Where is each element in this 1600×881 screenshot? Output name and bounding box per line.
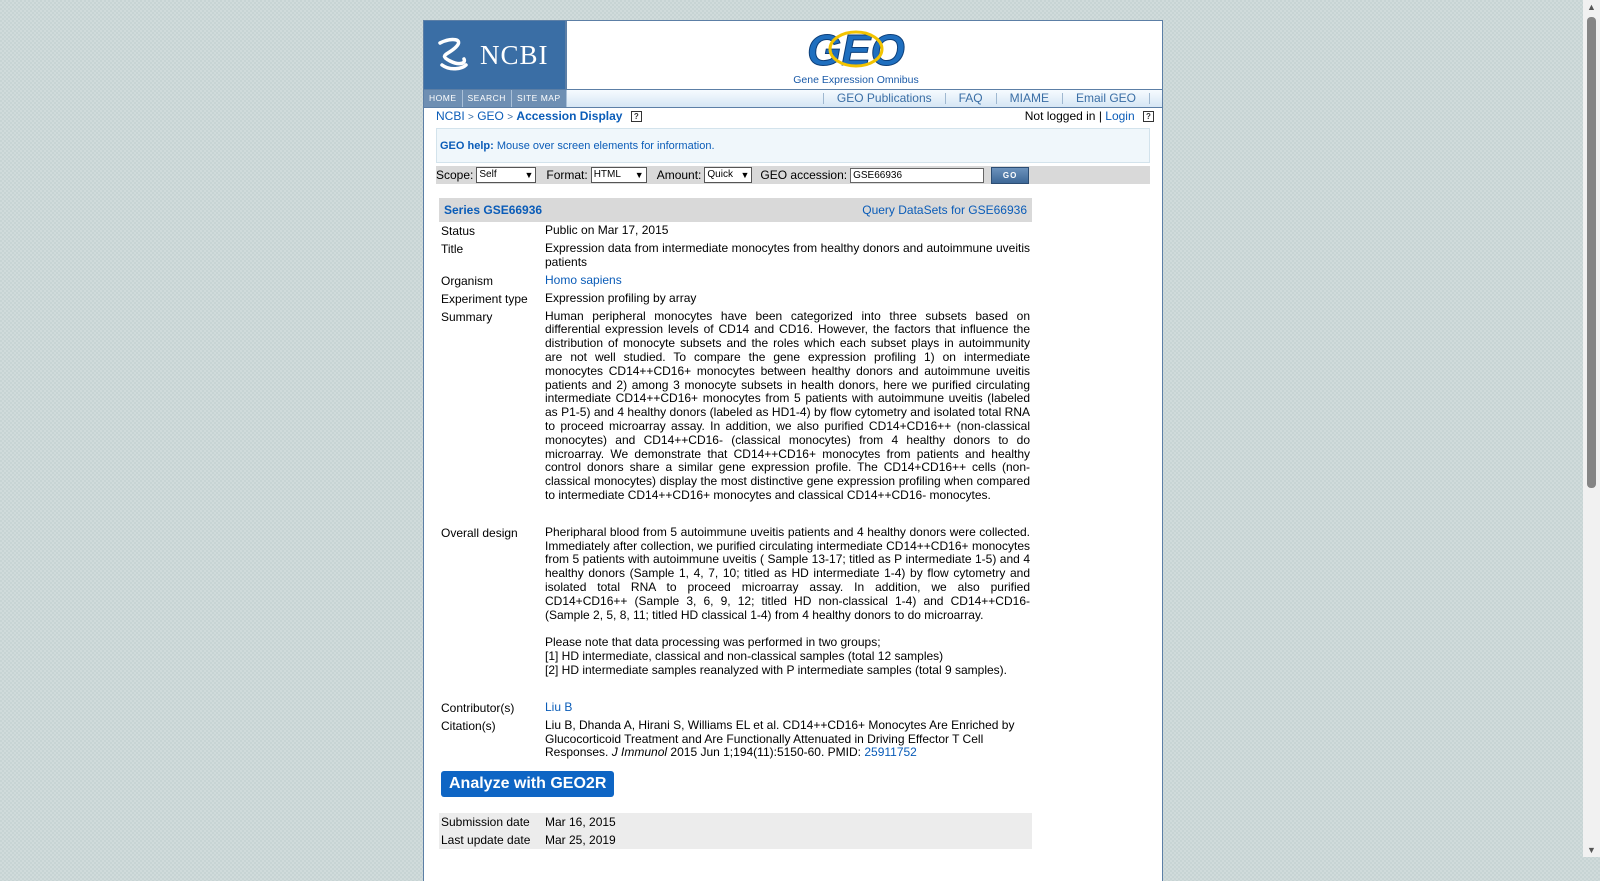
row-value: Mar 16, 2015 [543, 813, 1032, 831]
design-note: [1] HD intermediate, classical and non-classical samples (total 12 samples) [545, 649, 944, 664]
right-nav [823, 90, 1150, 107]
table-row [439, 525, 1032, 700]
nav-faq[interactable]: FAQ [945, 93, 996, 104]
format-select[interactable] [591, 167, 647, 183]
help-question-icon[interactable]: ? [1143, 111, 1154, 122]
citation [543, 718, 1032, 763]
nav-email-geo[interactable]: Email GEO [1062, 93, 1150, 104]
accession-label: GEO accession: [760, 168, 848, 182]
row-key: Title [441, 242, 464, 256]
chevron-down-icon: ▼ [634, 170, 644, 180]
row-value: Mar 25, 2019 [543, 831, 1032, 849]
chevron-down-icon: ▼ [740, 170, 750, 180]
design-note: [2] HD intermediate samples reanalyzed with P intermediate samples (total 9 samples). [545, 662, 1007, 677]
row-key: Summary [441, 309, 493, 324]
overall-design [543, 525, 1032, 700]
summary-text: Human peripheral monocytes have been categorized into three subsets based on differential expression levels of CD14 and CD16. However, the factors that influence the distribution of monocyte subsets and the roles which each subset plays in autoimmunity are not well studied. To compare the gene expression profiling 1) on intermediate monocytes CD14++CD16+ monocytes between healthy donors and autoimmune uveitis patients and 2) among 3 monocyte subsets in health donors, here we purified circulating intermediate CD14++CD16+ monocytes from 5 patients with autoimmune uveitis (labeled as P1-5) and 4 healthy donors (labeled as HD1-4) by flow cytometry and isolated total RNA to proceed microarray assay. In addition, we also purified CD14+CD16++ (non-classical monocytes) and CD14++CD16- (classical monocytes) from 4 healthy donors to do microarray. We demonstrate that CD14++CD16+ monocytes from patients and healthy control donors share a similar gene expression profile. The CD14+CD16++ cells (non-classical monocytes) display the most distinctive gene expression profiling when compared to intermediate CD14++CD16+ monocytes and classical CD14++CD16- monocytes. [545, 308, 1030, 502]
go-button[interactable]: GO [991, 167, 1029, 184]
scope-label: Scope: [436, 168, 474, 182]
amount-label: Amount: [656, 168, 702, 182]
table-row [439, 273, 1032, 291]
table-row [439, 291, 1032, 309]
table-row [439, 309, 1032, 525]
geo-logo-text: GEO [807, 27, 905, 71]
citation-journal: J Immunol [611, 745, 668, 760]
dates-table [439, 813, 1032, 849]
amount-select[interactable] [704, 167, 752, 183]
row-key: Overall design [441, 525, 518, 540]
row-value: Expression data from intermediate monocytes from healthy donors and autoimmune uveitis patients [545, 241, 1030, 269]
series-section [439, 198, 1032, 763]
contributor-link[interactable]: Liu B [545, 699, 573, 714]
display-controls [436, 166, 1150, 184]
row-value: Public on Mar 17, 2015 [545, 223, 669, 237]
breadcrumb-ncbi[interactable]: NCBI [436, 109, 465, 123]
login-status: Not logged in [1024, 109, 1096, 123]
help-question-icon[interactable]: ? [631, 111, 642, 122]
scope-select[interactable] [476, 167, 536, 183]
design-note: Please note that data processing was performed in two groups; [545, 635, 881, 650]
row-key: Citation(s) [441, 718, 496, 733]
nav-geo-publications[interactable]: GEO Publications [823, 93, 945, 104]
geo-help-box [436, 128, 1150, 163]
scroll-up-icon[interactable]: ▲ [1587, 2, 1596, 12]
series-header [439, 198, 1032, 222]
table-row [439, 831, 1032, 849]
scroll-thumb[interactable] [1587, 17, 1596, 488]
ncbi-helix-icon [436, 35, 470, 75]
table-row [439, 223, 1032, 241]
page-container [423, 20, 1163, 881]
breadcrumb [436, 109, 642, 123]
table-row [439, 241, 1032, 273]
series-title: Series GSE66936 [444, 203, 543, 217]
citation-text: Liu B, Dhanda A, Hirani S, Williams EL et al. CD14++CD16+ Monocytes Are Enriched by Glucocorticoid Treatment and Are Functionally Attenuated in Driving Effector T Cell Responses. [545, 717, 1015, 760]
nav-site-map[interactable]: SITE MAP [512, 90, 567, 107]
login-link[interactable]: Login [1105, 109, 1135, 123]
breadcrumb-separator: > [507, 112, 514, 123]
row-value: Expression profiling by array [545, 290, 697, 305]
geo-help-label: GEO help: [440, 140, 494, 152]
analyze-geo2r-button[interactable]: Analyze with GEO2R [441, 771, 614, 797]
geo-logo[interactable] [784, 27, 928, 87]
pmid-link[interactable]: 25911752 [864, 745, 917, 760]
row-key: Last update date [439, 831, 543, 849]
design-paragraph: Pheripharal blood from 5 autoimmune uveitis patients and 4 healthy donors were collected. Immediately after collection, we purified circulating intermediate CD14++CD16+ monocytes from 5 patients with autoimmune uveitis ( Sample 13-17; titled as P intermediate 1-5) and 4 healthy donors (Sample 1, 4, 7, 10; titled as HD intermediate 1-4) by flow cytometry and isolated total RNA to proceed microarray assay. In addition, we also purified CD14+CD16++ (Sample 3, 6, 9, 12; titled HD non-classical 1-4) and CD14++CD16- (Sample 2, 5, 8, 11; titled HD classical 1-4) from 4 healthy donors to do microarray. [545, 524, 1030, 622]
accession-input[interactable]: GSE66936 [850, 168, 984, 183]
table-row [439, 813, 1032, 831]
nav-bar [424, 89, 1162, 108]
left-nav [424, 90, 567, 107]
row-key: Organism [441, 273, 494, 288]
geo-logo-graphic [784, 27, 928, 71]
nav-search[interactable]: SEARCH [463, 90, 512, 107]
login-area [1025, 109, 1154, 123]
series-info-table [439, 223, 1032, 763]
ncbi-logo-text: NCBI [480, 39, 549, 70]
organism-link[interactable]: Homo sapiens [545, 272, 622, 287]
breadcrumb-current: Accession Display [516, 109, 623, 123]
login-divider: | [1098, 109, 1102, 123]
citation-details: 2015 Jun 1;194(11):5150-60. PMID: [670, 745, 861, 760]
breadcrumb-geo[interactable]: GEO [477, 109, 504, 123]
geo-logo-subtitle: Gene Expression Omnibus [793, 74, 919, 86]
geo-help-text: Mouse over screen elements for information. [496, 140, 715, 152]
table-row [439, 718, 1032, 763]
format-label: Format: [546, 168, 588, 182]
row-key: Experiment type [441, 291, 528, 306]
table-row [439, 700, 1032, 718]
nav-miame[interactable]: MIAME [996, 93, 1062, 104]
vertical-scrollbar[interactable] [1583, 0, 1600, 857]
row-key: Contributor(s) [441, 700, 515, 715]
row-key: Status [441, 224, 476, 238]
scroll-down-icon[interactable]: ▼ [1587, 845, 1596, 855]
query-datasets-link[interactable]: Query DataSets for GSE66936 [862, 203, 1027, 217]
format-value: HTML [593, 169, 621, 180]
header [424, 21, 1162, 89]
chevron-down-icon: ▼ [524, 170, 534, 180]
nav-home[interactable]: HOME [424, 90, 463, 107]
ncbi-logo[interactable] [424, 21, 567, 89]
breadcrumb-separator: > [468, 112, 474, 123]
scope-value: Self [479, 169, 497, 180]
row-key: Submission date [439, 813, 543, 831]
amount-value: Quick [707, 169, 733, 180]
